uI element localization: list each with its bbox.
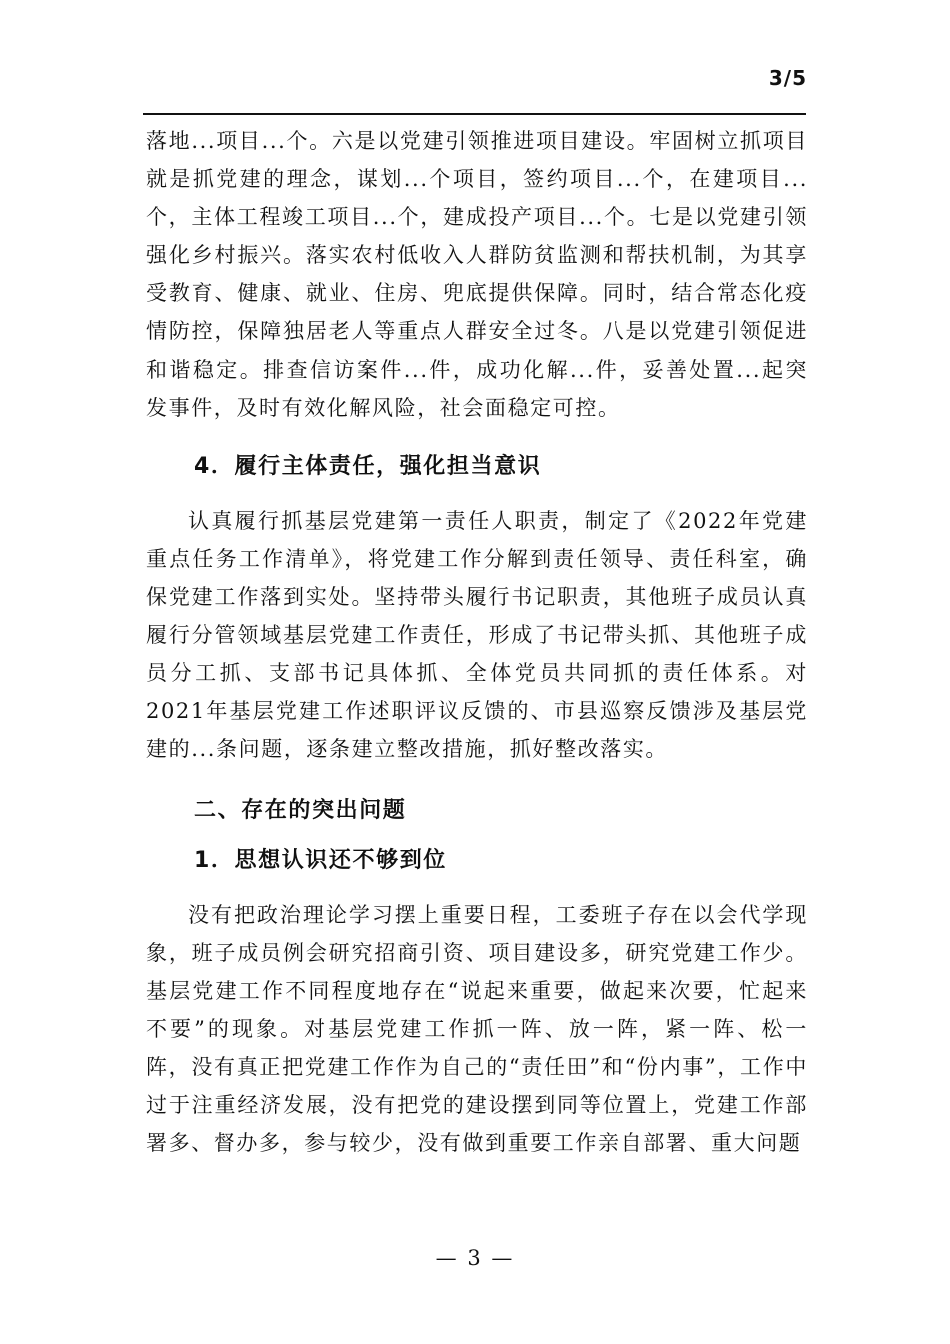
page-number-footer: — 3 — <box>435 1246 515 1270</box>
document-body <box>146 122 808 1162</box>
header-rule <box>143 113 806 115</box>
page-counter: 3/5 <box>768 66 807 90</box>
paragraph-continuation: 落地...项目...个。六是以党建引领推进项目建设。牢固树立抓项目就是抓党建的理念，谋划...个项目，签约项目...个，在建项目...个，主体工程竣工项目...个，建成投产项目...个。七是以党建引领强化乡村振兴。落实农村低收入人群防贫监测和帮扶机制，为其享受教育、健康、就业、住房、兜底提供保障。同时，结合常态化疫情防控，保障独居老人等重点人群安全过冬。八是以党建引领促进和谐稳定。排查信访案件...件，成功化解...件，妥善处置...起突发事件，及时有效化解风险，社会面稳定可控。 <box>146 129 808 420</box>
section-heading-problems: 二、存在的突出问题 <box>194 797 407 823</box>
paragraph-responsibility: 认真履行抓基层党建第一责任人职责，制定了《2022年党建重点任务工作清单》，将党建工作分解到责任领导、责任科室，确保党建工作落到实处。坚持带头履行书记职责，其他班子成员认真履行分管领域基层党建工作责任，形成了书记带头抓、其他班子成员分工抓、支部书记具体抓、全体党员共同抓的责任体系。对2021年基层党建工作述职评议反馈的、市县巡察反馈涉及基层党建的...条问题，逐条建立整改措施，抓好整改落实。 <box>146 508 808 762</box>
subheading-awareness: 1．思想认识还不够到位 <box>194 847 447 873</box>
subheading-fulfill-responsibility: 4．履行主体责任，强化担当意识 <box>194 453 542 479</box>
paragraph-awareness: 没有把政治理论学习摆上重要日程，工委班子存在以会代学现象，班子成员例会研究招商引资、项目建设多，研究党建工作少。基层党建工作不同程度地存在“说起来重要，做起来次要，忙起来不要”的现象。对基层党建工作抓一阵、放一阵，紧一阵、松一阵，没有真正把党建工作作为自己的“责任田”和“份内事”，工作中过于注重经济发展，没有把党的建设摆到同等位置上，党建工作部署多、督办多，参与较少，没有做到重要工作亲自部署、重大问题 <box>146 902 808 1156</box>
